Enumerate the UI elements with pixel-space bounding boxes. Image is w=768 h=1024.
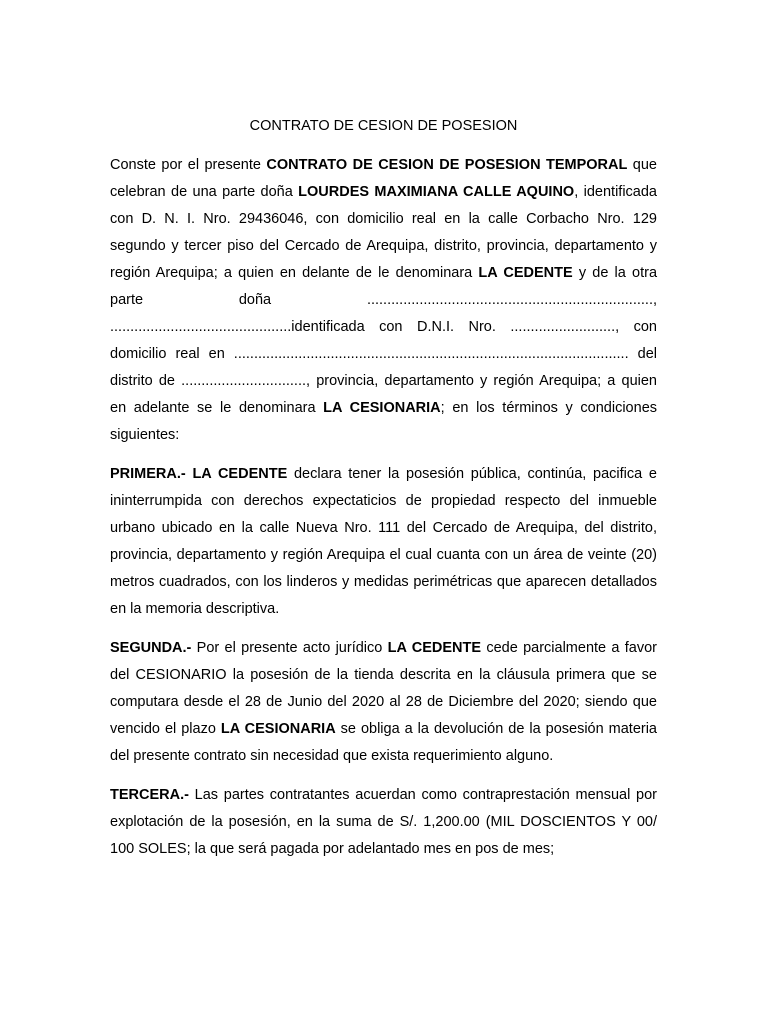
body-text: ; en los términos y condiciones siguientes:: [110, 400, 658, 443]
bold-text: SEGUNDA.-: [110, 640, 192, 656]
body-text: declara tener la posesión pública, continúa, pacifica e ininterrumpida con derechos expectaticios de propiedad respecto del inmueble urbano ubicado en la calle Nueva Nro. 111 del Cercado de Arequipa, del distrito, provincia, departamento y región Arequipa el cual cuanta con un área de veinte (20) metros cuadrados, con los linderos y medidas perimétricas que aparecen detallados en la memoria descriptiva.: [110, 466, 657, 617]
bold-text: PRIMERA.- LA CEDENTE: [110, 466, 288, 482]
body-text: y de la otra parte doña ......................................................................., .............................................identificada con D.N.I. Nro. .........................., con domicilio real en .................................................................................................. del distrito de ..............................., provincia, departamento y región Arequipa; a quien en adelante se le denominara: [110, 265, 658, 416]
bold-text: TERCERA.-: [110, 787, 189, 803]
bold-text: LA CEDENTE: [478, 265, 573, 281]
document-title: CONTRATO DE CESION DE POSESION: [249, 118, 518, 134]
body-text: que celebran de una parte doña: [110, 157, 657, 200]
clause-segunda: [110, 635, 657, 770]
body-text: Por el presente acto jurídico: [191, 640, 388, 656]
paragraph-intro: [110, 152, 657, 449]
body-text: cede parcialmente a favor del CESIONARIO la posesión de la tienda descrita en la cláusula primera que se computara desde el 28 de Junio del 2020 al 28 de Diciembre del 2020; siendo que vencido el plazo: [110, 640, 658, 737]
body-text: se obliga a la devolución de la posesión materia del presente contrato sin necesidad que exista requerimiento alguno.: [110, 721, 657, 764]
clause-primera: [110, 461, 657, 623]
body-text: Las partes contratantes acuerdan como contraprestación mensual por explotación de la posesión, en la suma de S/. 1,200.00 (MIL DOSCIENTOS Y 00/ 100 SOLES; la que será pagada por adelantado mes en pos de mes;: [110, 787, 657, 857]
bold-text: LA CESIONARIA: [220, 721, 336, 737]
body-text: , identificada con D. N. I. Nro. 29436046, con domicilio real en la calle Corbacho Nro. 129 segundo y tercer piso del Cercado de Arequipa, distrito, provincia, departamento y región Arequipa; a quien en delante de le denominara: [110, 184, 657, 281]
bold-text: LOURDES MAXIMIANA CALLE AQUINO: [298, 184, 575, 200]
bold-text: LA CEDENTE: [387, 640, 482, 656]
bold-text: LA CESIONARIA: [323, 400, 441, 416]
contract-page: [110, 116, 657, 875]
clause-tercera: [110, 782, 657, 863]
bold-text: CONTRATO DE CESION DE POSESION TEMPORAL: [266, 157, 628, 173]
body-text: Conste por el presente: [110, 157, 267, 173]
